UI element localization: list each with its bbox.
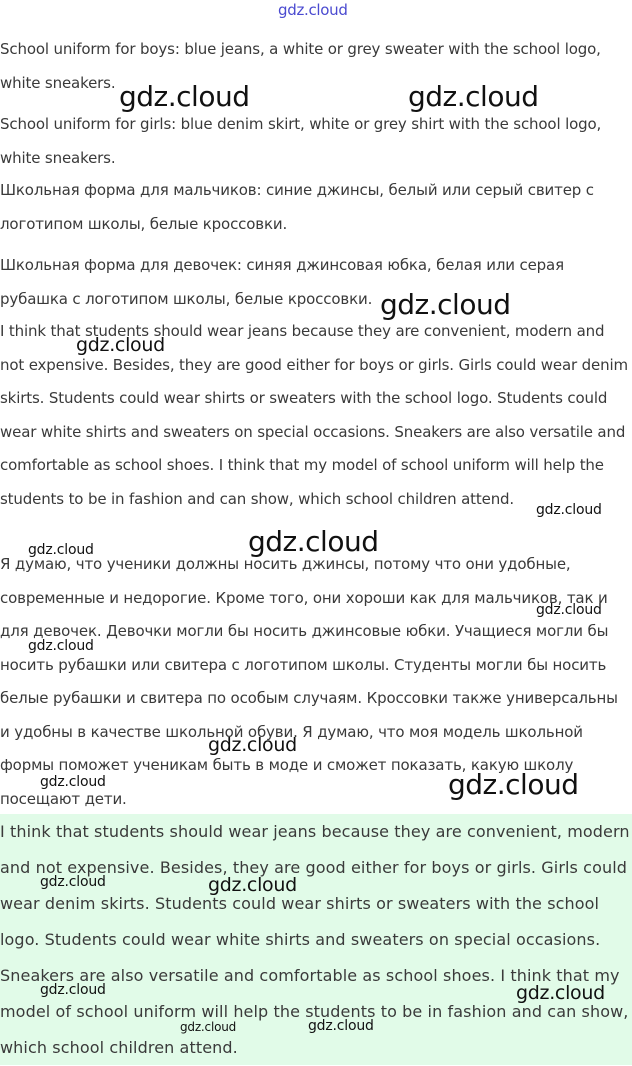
watermark: gdz.cloud xyxy=(536,602,602,618)
watermark: gdz.cloud xyxy=(28,638,94,654)
boys-uniform-ru: Школьная форма для мальчиков: синие джинсы, белый или серый свитер с логотипом школы, белые кроссовки. xyxy=(0,181,594,233)
opinion-ru: Я думаю, что ученики должны носить джинсы, потому что они удобные, современные и недорогие. Кроме того, они хороши как для мальчиков, так и для девочек. Девочки могли бы носить джинсовые юбки. Учащиеся могли бы носить рубашки или свитера с логотипом школы. Студенты могли бы носить белые рубашки и свитера по особым случаям. Кроссовки также универсальны и удобны в качестве школьной обуви. Я думаю, что моя модель школьной формы поможет ученикам быть в моде и сможет показать, какую школу посещают дети. xyxy=(0,555,618,808)
boys-uniform-en: School uniform for boys: blue jeans, a white or grey sweater with the school logo, white sneakers. xyxy=(0,40,601,92)
watermark: gdz.cloud xyxy=(248,525,379,558)
watermark: gdz.cloud xyxy=(40,874,106,890)
watermark: gdz.cloud xyxy=(40,774,106,790)
watermark: gdz.cloud xyxy=(448,768,579,801)
watermark: gdz.cloud xyxy=(380,288,511,321)
opinion-en: I think that students should wear jeans because they are convenient, modern and not expensive. Besides, they are good either for boys or girls. Girls could wear denim skirts. Students could wear shirts or sweaters with the school logo. Students could wear white shirts and sweaters on special occasions. Sneakers are also versatile and comfortable as school shoes. I think that my model of school uniform will help the students to be in fashion and can show, which school children attend. xyxy=(0,322,628,508)
watermark: gdz.cloud xyxy=(408,80,539,113)
watermark: gdz.cloud xyxy=(308,1018,374,1034)
watermark: gdz.cloud xyxy=(536,502,602,518)
watermark: gdz.cloud xyxy=(208,874,297,896)
top-watermark: gdz.cloud xyxy=(278,1,348,19)
watermark: gdz.cloud xyxy=(180,1020,237,1034)
watermark: gdz.cloud xyxy=(208,734,297,756)
watermark: gdz.cloud xyxy=(40,982,106,998)
answer-text: I think that students should wear jeans because they are convenient, modern and not expensive. Besides, they are good either for boys or girls. Girls could wear denim skirts. Students could wear shirts or sweaters with the school logo. Students could wear white shirts and sweaters on special occasions. Sneakers are also versatile and comfortable as school shoes. I think that my model of school uniform will help the students to be in fashion and can show, which school children attend. xyxy=(0,822,630,1057)
watermark: gdz.cloud xyxy=(516,982,605,1004)
watermark: gdz.cloud xyxy=(76,334,165,356)
girls-uniform-ru: Школьная форма для девочек: синяя джинсовая юбка, белая или серая рубашка с логотипом школы, белые кроссовки. xyxy=(0,256,564,308)
girls-uniform-en: School uniform for girls: blue denim skirt, white or grey shirt with the school logo, white sneakers. xyxy=(0,115,602,167)
watermark: gdz.cloud xyxy=(28,542,94,558)
watermark: gdz.cloud xyxy=(119,80,250,113)
